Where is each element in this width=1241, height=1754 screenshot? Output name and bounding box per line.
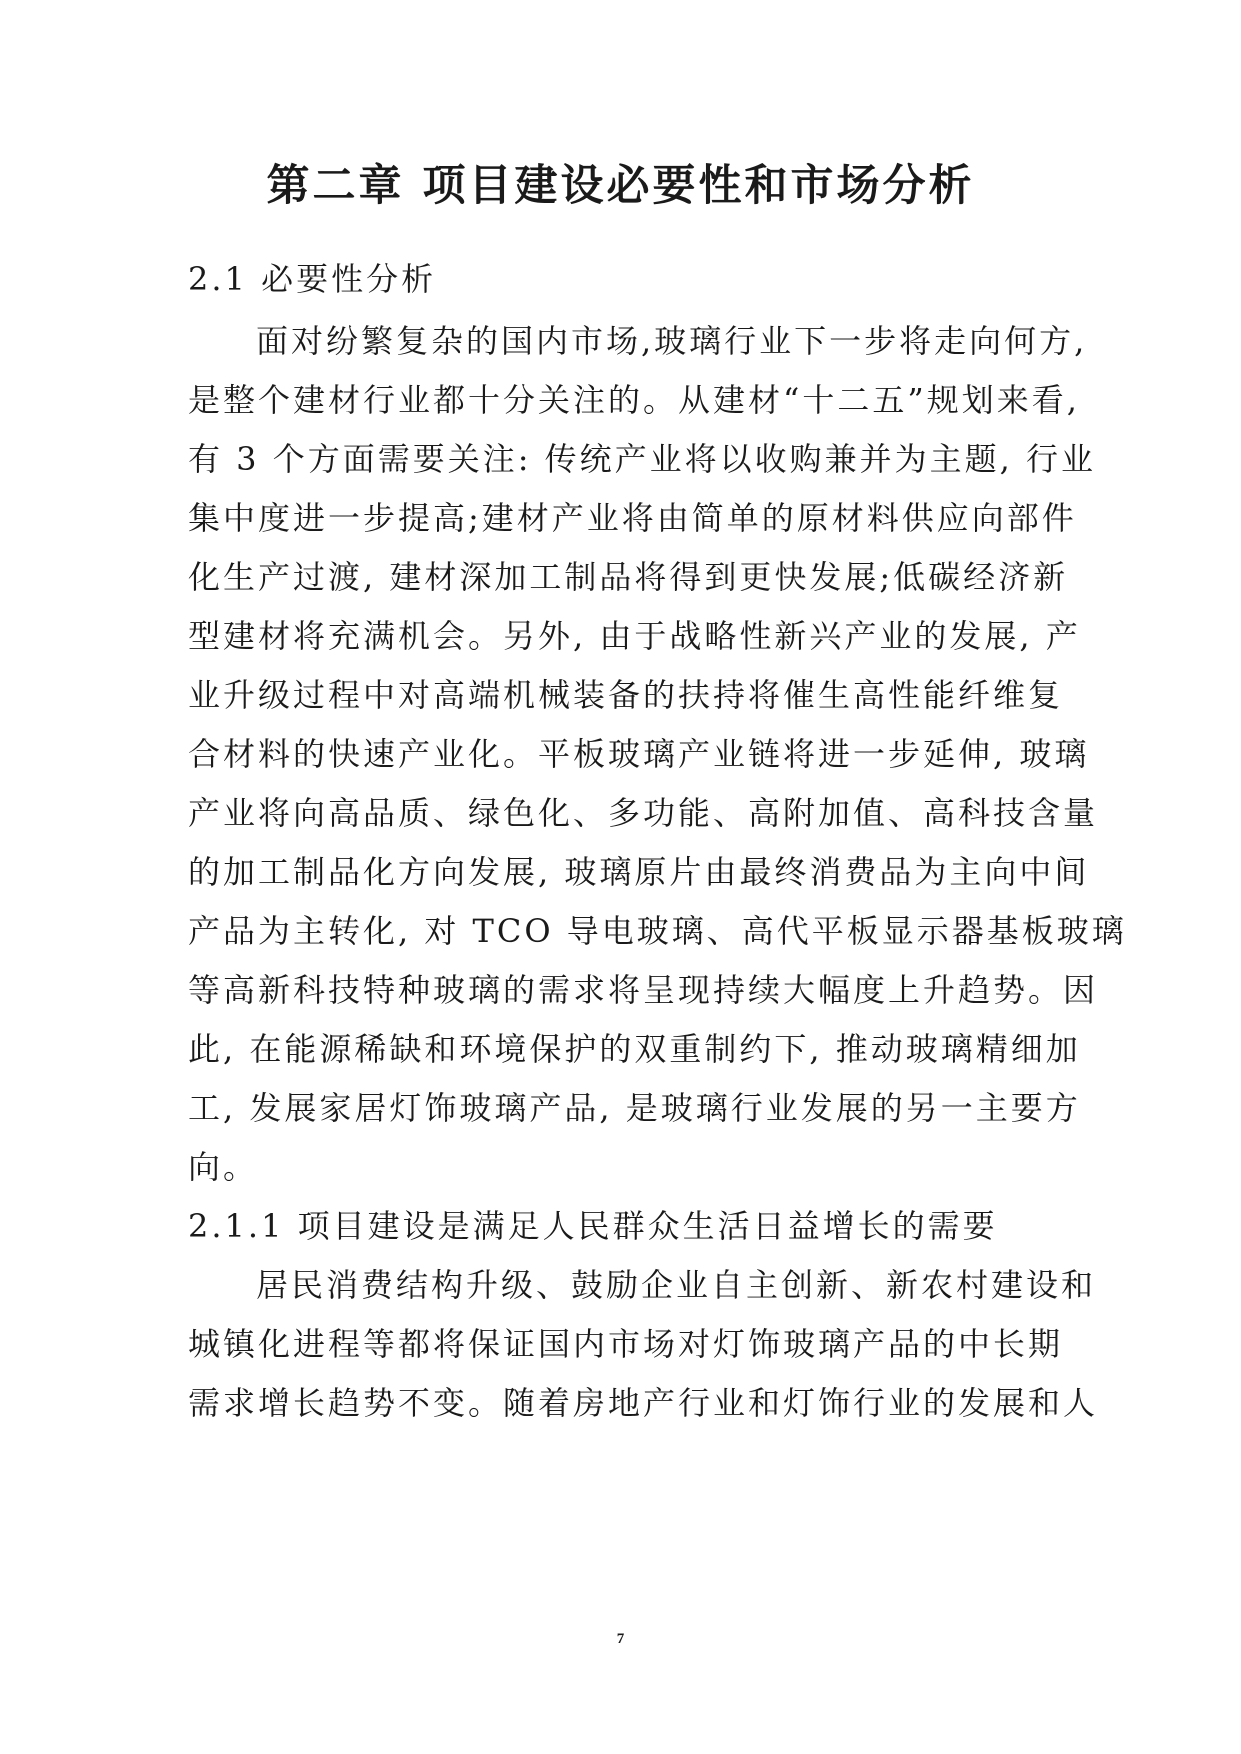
paragraph-line: 面对纷繁复杂的国内市场,玻璃行业下一步将走向何方, (256, 322, 1088, 360)
paragraph-line: 化生产过渡, 建材深加工制品将得到更快发展;低碳经济新 (188, 558, 1069, 596)
paragraph-line: 等高新科技特种玻璃的需求将呈现持续大幅度上升趋势。因 (188, 971, 1099, 1009)
paragraph-line: 是整个建材行业都十分关注的。从建材“十二五”规划来看, (188, 381, 1080, 419)
paragraph-line: 产业将向高品质、绿色化、多功能、高附加值、高科技含量 (188, 794, 1099, 832)
paragraph-line: 需求增长趋势不变。随着房地产行业和灯饰行业的发展和人 (188, 1384, 1099, 1422)
paragraph-line: 集中度进一步提高;建材产业将由简单的原材料供应向部件 (188, 499, 1077, 537)
subsection-heading: 2.1.1 项目建设是满足人民群众生活日益增长的需要 (188, 1207, 998, 1245)
page-number: 7 (616, 1631, 625, 1647)
paragraph-line: 的加工制品化方向发展, 玻璃原片由最终消费品为主向中间 (188, 853, 1090, 891)
chapter-title: 第二章 项目建设必要性和市场分析 (266, 161, 975, 211)
paragraph-line: 业升级过程中对高端机械装备的扶持将催生高性能纤维复 (188, 676, 1064, 714)
paragraph-line: 向。 (188, 1148, 259, 1186)
paragraph-line: 产品为主转化, 对 TCO 导电玻璃、高代平板显示器基板玻璃 (188, 912, 1127, 950)
paragraph-line: 型建材将充满机会。另外, 由于战略性新兴产业的发展, 产 (188, 617, 1081, 655)
section-heading: 2.1 必要性分析 (188, 260, 437, 298)
paragraph-line: 城镇化进程等都将保证国内市场对灯饰玻璃产品的中长期 (188, 1325, 1064, 1363)
paragraph-line: 居民消费结构升级、鼓励企业自主创新、新农村建设和 (256, 1266, 1097, 1304)
paragraph-line: 有 3 个方面需要关注: 传统产业将以收购兼并为主题, 行业 (188, 440, 1097, 478)
paragraph-line: 工, 发展家居灯饰玻璃产品, 是玻璃行业发展的另一主要方 (188, 1089, 1081, 1127)
paragraph-line: 合材料的快速产业化。平板玻璃产业链将进一步延伸, 玻璃 (188, 735, 1090, 773)
paragraph-line: 此, 在能源稀缺和环境保护的双重制约下, 推动玻璃精细加 (188, 1030, 1081, 1068)
